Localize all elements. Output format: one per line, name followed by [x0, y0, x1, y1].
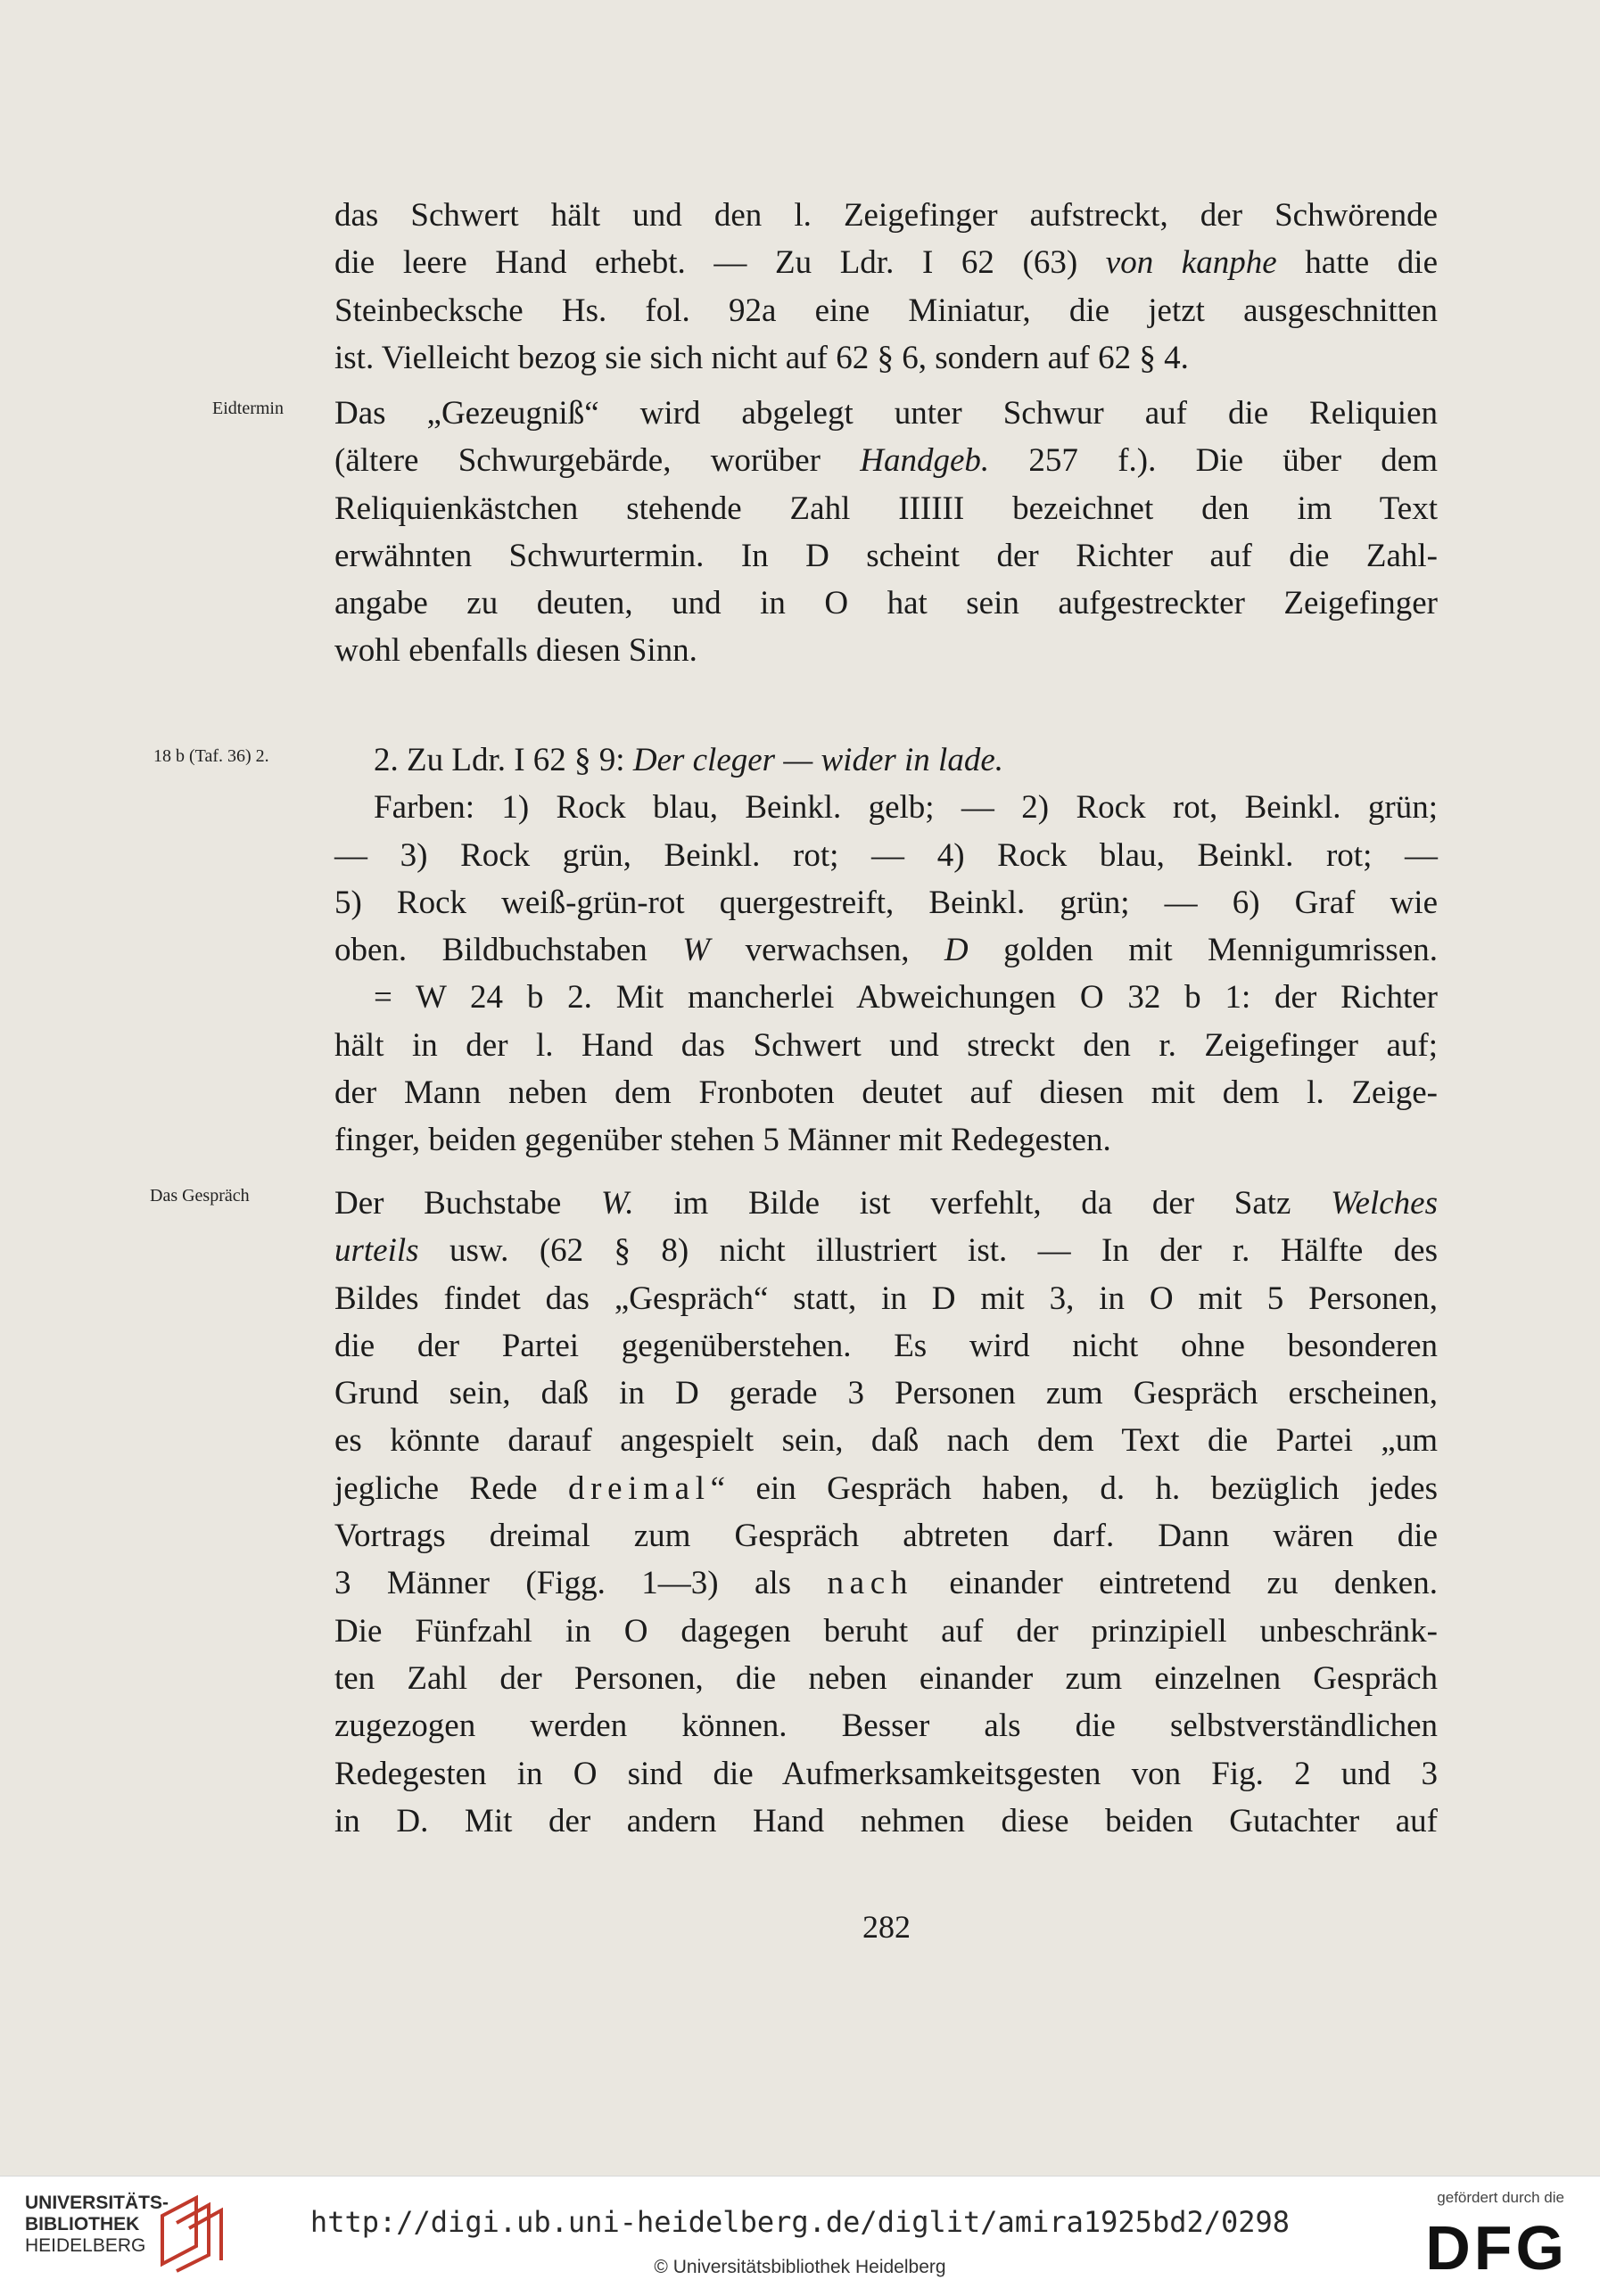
- margin-note-eidtermin: Eidtermin: [212, 399, 284, 418]
- dfg-logo: DFG: [1425, 2213, 1568, 2283]
- margin-note-gespraech: Das Gespräch: [150, 1186, 250, 1206]
- margin-note-tafel: 18 b (Taf. 36) 2.: [153, 746, 269, 766]
- section-heading: 2. Zu Ldr. I 62 § 9: Der cleger — wider in lade.: [374, 742, 1003, 778]
- paragraph-4: Der Buchstabe W. im Bilde ist verfehlt, da der Satz Welches urteils usw. (62 § 8) nicht illustriert ist. — In der r. Hälfte des Bildes findet das „Gespräch“ statt, in D mit 3, in O mit 5 Personen, die der Partei gegenüberstehen. Es wird nicht ohne besonderen Grund sein, daß in D gerade 3 Personen zum Gespräch erscheinen, es könnte darauf angespielt sein, daß nach dem Text die Partei „um jegliche Rede dreimal“ ein Gespräch haben, d. h. bezüglich jedes Vortrags dreimal zum Gespräch abtreten darf. Dann wären die 3 Männer (Figg. 1—3) als nach einander eintretend zu denken. Die Fünfzahl in O dagegen beruht auf der prinzipiell unbeschränk- ten Zahl der Personen, die neben einander zum einzelnen Gespräch zugezogen werden können. Besser als die selbstverständlichen Redegesten in O sind die Aufmerksamkeitsgesten von Fig. 2 und 3 in D. Mit der andern Hand nehmen diese beiden Gutachter auf: [334, 1185, 1438, 1839]
- permalink-url[interactable]: http://digi.ub.uni-heidelberg.de/diglit/amira1925bd2/0298: [309, 2205, 1291, 2239]
- library-name: UNIVERSITÄTS- BIBLIOTHEK HEIDELBERG: [25, 2193, 169, 2256]
- page-number: 282: [862, 1909, 911, 1945]
- copyright-notice: © Universitätsbibliothek Heidelberg: [654, 2257, 946, 2277]
- paragraph-1: das Schwert hält und den l. Zeigefinger aufstreckt, der Schwörende die leere Hand erhebt. — Zu Ldr. I 62 (63) von kanphe hatte die Steinbecksche Hs. fol. 92a eine Miniatur, die jetzt ausgeschnitten ist. Vielleicht bezog sie sich nicht auf 62 § 6, sondern auf 62 § 4.: [334, 197, 1438, 376]
- sponsor-text: gefördert durch die: [1437, 2189, 1564, 2206]
- footer-bar: [0, 2176, 1600, 2296]
- paragraph-2: Das „Gezeugniß“ wird abgelegt unter Schwur auf die Reliquien (ältere Schwurgebärde, worüber Handgeb. 257 f.). Die über dem Reliquienkästchen stehende Zahl IIIIII bezeichnet den im Text erwähnten Schwurtermin. In D scheint der Richter auf die Zahl- angabe zu deuten, und in O hat sein aufgestreckter Zeigefinger wohl ebenfalls diesen Sinn.: [334, 395, 1439, 670]
- paragraph-3: 2. Zu Ldr. I 62 § 9: Der cleger — wider in lade. Farben: 1) Rock blau, Beinkl. gelb; — 2) Rock rot, Beinkl. grün; — 3) Rock grün, Beinkl. rot; — 4) Rock blau, Beinkl. rot; — 5) Rock weiß-grün-rot quergestreift, Beinkl. grün; — 6) Graf wie oben. Bildbuchstaben W verwachsen, D golden mit Mennigumrissen. = W 24 b 2. Mit mancherlei Abweichungen O 32 b 1: der Richter hält in der l. Hand das Schwert und streckt den r. Zeigefinger auf; der Mann neben dem Fronboten deutet auf diesen mit dem l. Zeige- finger, beiden gegenüber stehen 5 Männer mit Redegesten.: [334, 737, 1438, 1164]
